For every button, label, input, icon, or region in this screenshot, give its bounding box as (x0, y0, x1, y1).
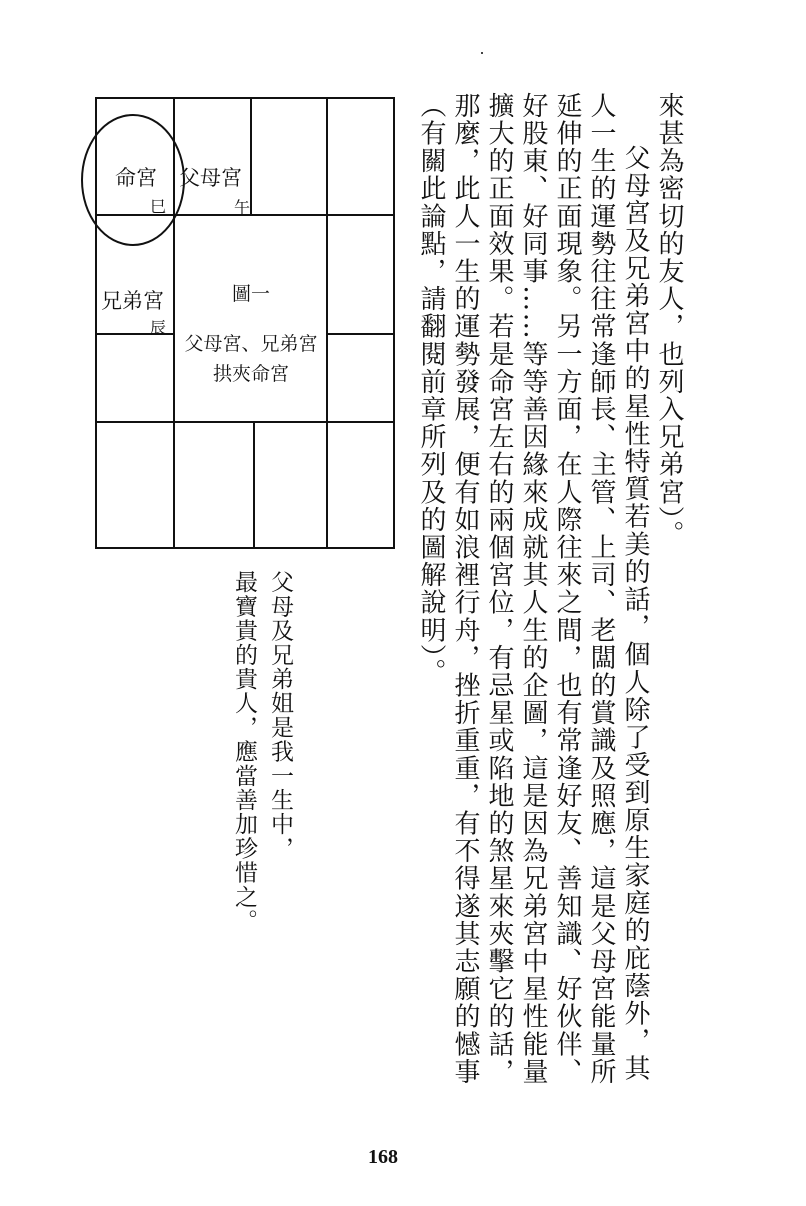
caption-line-1: 父母及兄弟姐是我一生中， (267, 570, 293, 861)
grid-line (250, 97, 252, 214)
fumu-palace-label: 父母宮 (179, 166, 242, 190)
diagram-center-text (173, 279, 329, 389)
fumu-branch-label: 午 (234, 198, 251, 217)
xiongdi-branch-label: 辰 (150, 318, 167, 337)
ming-branch-label: 巳 (150, 197, 167, 216)
paragraph-1: 來甚為密切的友人，也列入兄弟宮）。 (654, 92, 684, 549)
palace-chart-diagram (95, 97, 395, 549)
grid-line (253, 421, 255, 549)
main-text-block (416, 92, 686, 1092)
figure-caption-line-2: 拱夾命宮 (212, 363, 289, 385)
diagram-caption (218, 570, 298, 970)
scan-dot (481, 52, 483, 54)
page-number: 168 (368, 1146, 398, 1168)
paragraph-2: 父母宮及兄弟宮中的星性特質若美的話，個人除了受到原生家庭的庇蔭外，其人一生的運勢往往常逢師長、主管、上司、老闆的賞識及照應，這是父母宮能量所延伸的正面現象。另一方面，在人際往來之間，也有常逢好友、善知識、好伙伴、好股東、好同事……等等善因緣來成就其人生的企圖，這是因為兄弟宮中星性能量擴大的正面效果。若是命宮左右的兩個宮位，有忌星或陷地的煞星來夾擊它的話，那麼，此人一生的運勢發展，便有如浪裡行舟，挫折重重，有不得遂其志願的憾事（有關此論點，請翻閱前章所列及的圖解說明）。 (416, 92, 650, 1086)
grid-line (95, 547, 395, 549)
grid-line (95, 97, 395, 99)
figure-title: 圖一 (231, 283, 270, 305)
grid-line (328, 333, 395, 335)
xiongdi-palace-label: 兄弟宮 (101, 289, 164, 313)
figure-caption-line-1: 父母宮、兄弟宮 (184, 333, 318, 355)
caption-line-2: 最寶貴的貴人，應當善加珍惜之。 (231, 570, 257, 933)
ming-palace-label: 命宮 (115, 166, 157, 190)
grid-line (393, 97, 395, 549)
grid-line (95, 421, 395, 423)
